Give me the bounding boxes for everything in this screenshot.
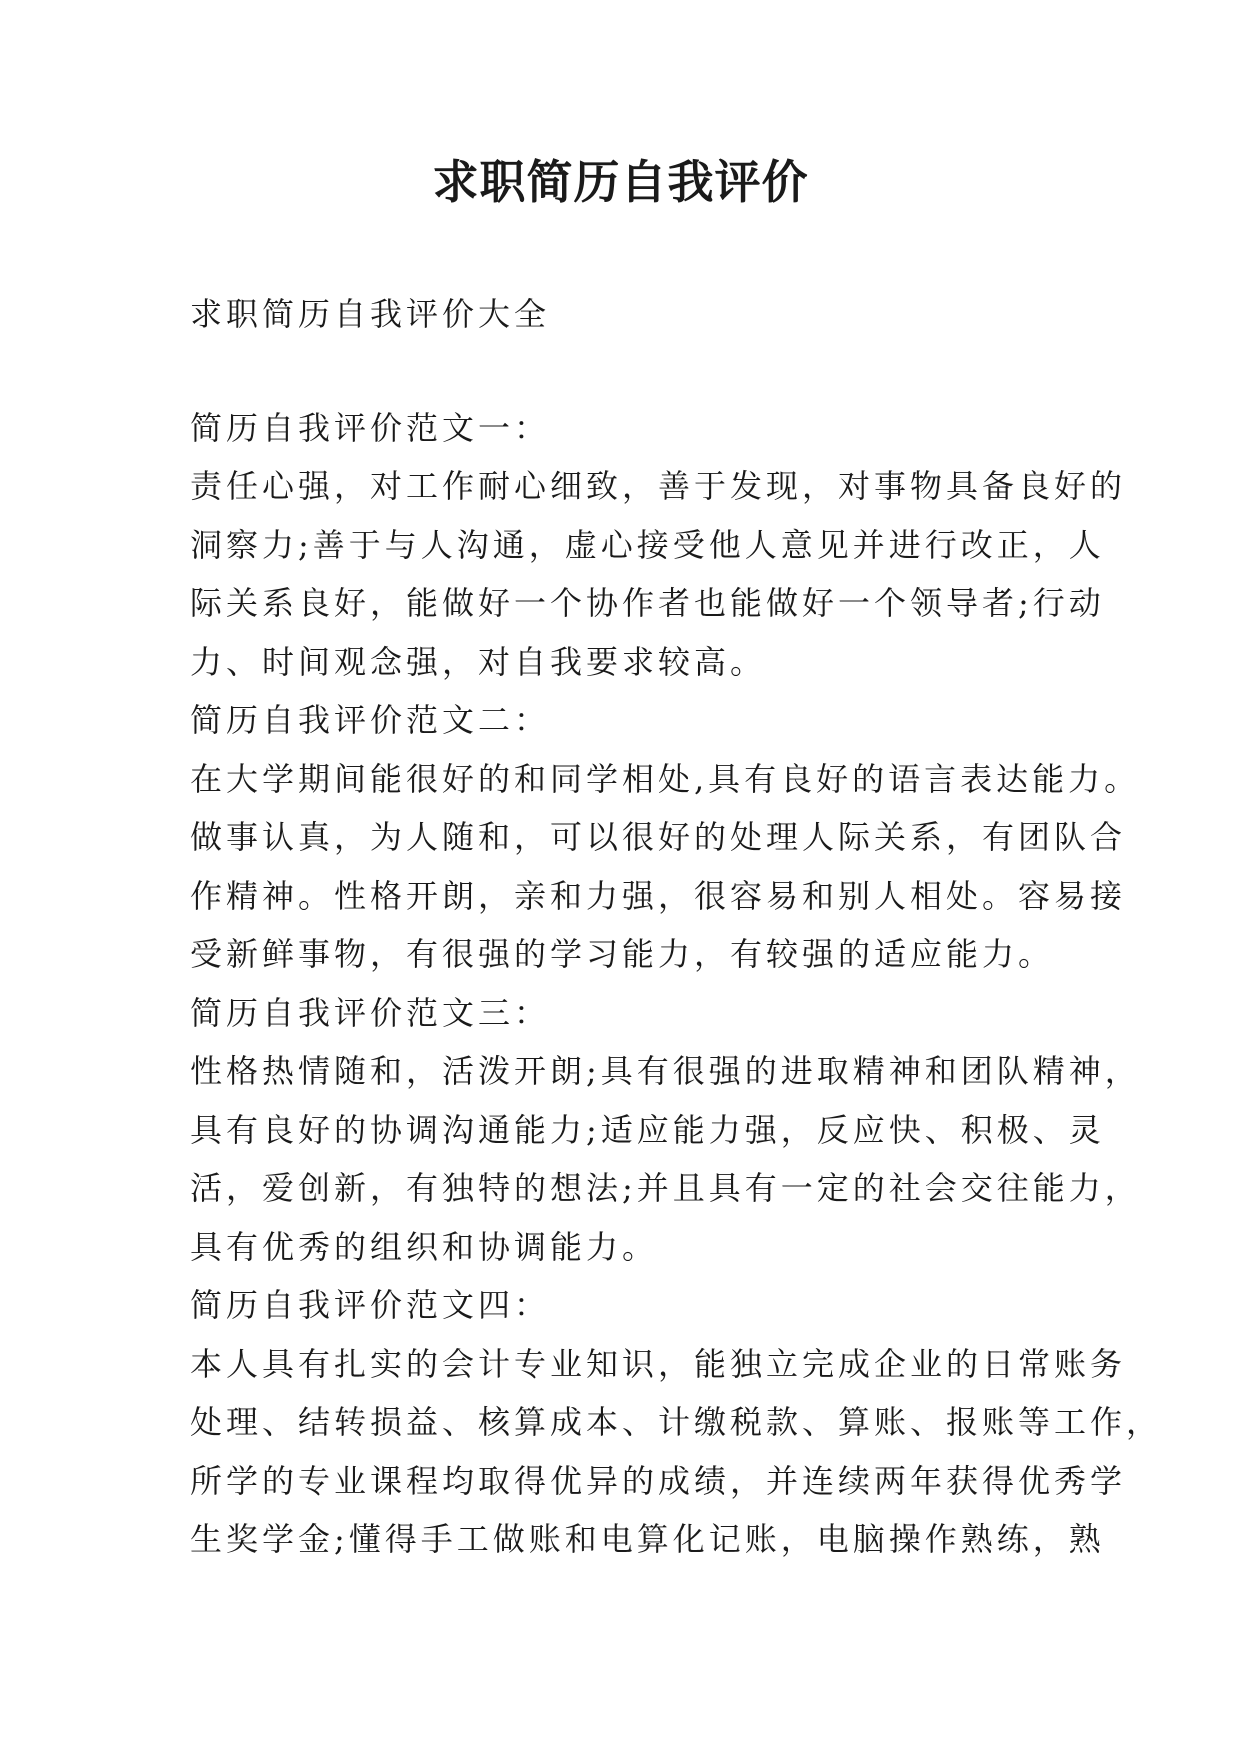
paragraph-line: 洞察力;善于与人沟通，虚心接受他人意见并进行改正，人 <box>190 525 1105 564</box>
paragraph-line: 本人具有扎实的会计专业知识，能独立完成企业的日常账务 <box>190 1344 1127 1383</box>
paragraph-line: 性格热情随和，活泼开朗;具有很强的进取精神和团队精神， <box>190 1052 1141 1090</box>
paragraph-line: 作精神。性格开朗，亲和力强，很容易和别人相处。容易接 <box>190 876 1127 915</box>
section-3 <box>190 984 1141 1277</box>
paragraph-line: 活，爱创新，有独特的想法;并且具有一定的社会交往能力， <box>190 1169 1141 1207</box>
section-heading: 简历自我评价范文四： <box>190 1286 551 1324</box>
section-paragraph <box>190 457 1127 691</box>
section-heading: 简历自我评价范文二： <box>190 701 551 739</box>
paragraph-line: 具有良好的协调沟通能力;适应能力强，反应快、积极、灵 <box>190 1110 1105 1149</box>
paragraph-line: 处理、结转损益、核算成本、计缴税款、算账、报账等工作， <box>190 1403 1163 1441</box>
document-body <box>190 285 1163 1569</box>
paragraph-line: 所学的专业课程均取得优异的成绩，并连续两年获得优秀学 <box>190 1461 1127 1500</box>
paragraph-line: 具有优秀的组织和协调能力。 <box>190 1227 659 1266</box>
section-paragraph <box>190 1335 1163 1569</box>
section-4 <box>190 1276 1163 1569</box>
paragraph-line: 做事认真，为人随和，可以很好的处理人际关系，有团队合 <box>190 818 1127 856</box>
section-2 <box>190 691 1141 984</box>
paragraph-line: 责任心强，对工作耐心细致，善于发现，对事物具备良好的 <box>190 467 1127 505</box>
document-subtitle: 求职简历自我评价大全 <box>190 295 551 333</box>
paragraph-line: 力、时间观念强，对自我要求较高。 <box>190 642 767 681</box>
section-1 <box>190 399 1127 692</box>
paragraph-line: 际关系良好，能做好一个协作者也能做好一个领导者;行动 <box>190 584 1105 622</box>
paragraph-line: 生奖学金;懂得手工做账和电算化记账，电脑操作熟练，熟 <box>190 1520 1105 1558</box>
section-paragraph <box>190 1042 1141 1276</box>
document-title: 求职简历自我评价 <box>432 155 809 209</box>
section-paragraph <box>190 750 1141 984</box>
section-heading: 简历自我评价范文一： <box>190 408 551 447</box>
paragraph-line: 受新鲜事物，有很强的学习能力，有较强的适应能力。 <box>190 935 1055 973</box>
section-heading: 简历自我评价范文三： <box>190 993 551 1032</box>
paragraph-line: 在大学期间能很好的和同学相处,具有良好的语言表达能力。 <box>190 759 1141 798</box>
